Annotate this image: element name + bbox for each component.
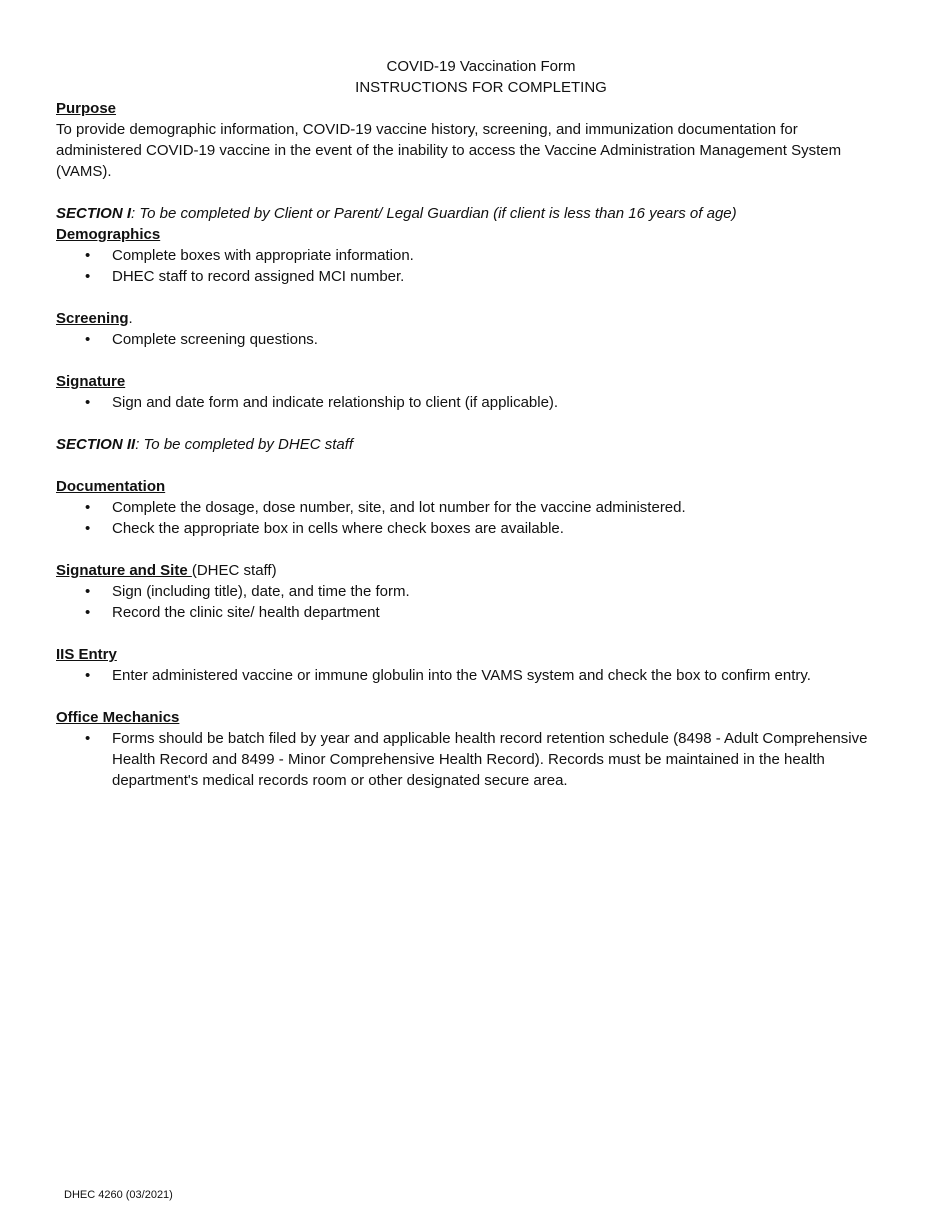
bullet-icon: •	[85, 583, 91, 600]
title-line-2: INSTRUCTIONS FOR COMPLETING	[355, 79, 607, 96]
signature-site-section	[56, 560, 886, 623]
section-2-line	[56, 434, 886, 455]
office-mechanics-list	[56, 728, 886, 791]
signature-heading: Signature	[56, 373, 126, 390]
list-item: • Sign and date form and indicate relationship to client (if applicable).	[85, 394, 559, 411]
purpose-heading: Purpose	[56, 100, 117, 117]
document-title	[76, 56, 886, 98]
instructions-page	[56, 56, 886, 791]
signature-list	[56, 392, 886, 413]
bullet-icon: •	[85, 331, 91, 348]
screening-list	[56, 329, 886, 350]
section-1-line	[56, 203, 886, 224]
signature-section	[56, 371, 886, 413]
list-item: • Enter administered vaccine or immune globulin into the VAMS system and check the box to confirm entry.	[85, 667, 811, 684]
bullet-icon: •	[85, 604, 91, 621]
signature-site-heading: Signature and Site	[56, 562, 192, 579]
purpose-section	[56, 98, 886, 182]
screening-heading: Screening	[56, 310, 129, 327]
section-1-text: : To be completed by Client or Parent/ Legal Guardian (if client is less than 16 years of age)	[131, 205, 737, 222]
form-id-footer: DHEC 4260 (03/2021)	[64, 1189, 173, 1201]
iis-entry-section	[56, 644, 886, 686]
section-2-text: : To be completed by DHEC staff	[135, 436, 354, 453]
demographics-section	[56, 224, 886, 287]
documentation-list	[56, 497, 886, 539]
documentation-section	[56, 476, 886, 539]
office-mechanics-section	[56, 707, 886, 791]
bullet-icon: •	[85, 730, 91, 747]
signature-site-list	[56, 581, 886, 623]
list-item: • Forms should be batch filed by year and applicable health record retention schedule (8498 - Adult Comprehensive Health Record and 8499 - Minor Comprehensive Health Record). Records must be maintained in the health department's medical records room or other designated secure area.	[85, 730, 868, 789]
bullet-icon: •	[85, 520, 91, 537]
list-item: • Complete the dosage, dose number, site, and lot number for the vaccine administered.	[85, 499, 686, 516]
office-mechanics-heading: Office Mechanics	[56, 709, 180, 726]
screening-section	[56, 308, 886, 350]
bullet-icon: •	[85, 394, 91, 411]
list-item: • Complete screening questions.	[85, 331, 318, 348]
list-item: • Check the appropriate box in cells where check boxes are available.	[85, 520, 564, 537]
demographics-heading: Demographics	[56, 226, 161, 243]
screening-heading-suffix: .	[128, 310, 133, 327]
title-line-1: COVID-19 Vaccination Form	[386, 58, 576, 75]
list-item: • Record the clinic site/ health department	[85, 604, 380, 621]
list-item: • DHEC staff to record assigned MCI number.	[85, 268, 405, 285]
list-item: • Sign (including title), date, and time the form.	[85, 583, 410, 600]
purpose-text: To provide demographic information, COVID-19 vaccine history, screening, and immunization documentation for administered COVID-19 vaccine in the event of the inability to access the Vaccine Administration Management System (VAMS).	[56, 121, 842, 180]
list-item: • Complete boxes with appropriate information.	[85, 247, 414, 264]
signature-site-suffix: (DHEC staff)	[191, 562, 277, 579]
section-1-label: SECTION I	[56, 205, 132, 222]
iis-entry-list	[56, 665, 886, 686]
demographics-list	[56, 245, 886, 287]
bullet-icon: •	[85, 667, 91, 684]
iis-entry-heading: IIS Entry	[56, 646, 117, 663]
bullet-icon: •	[85, 268, 91, 285]
bullet-icon: •	[85, 499, 91, 516]
section-2-label: SECTION II	[56, 436, 136, 453]
documentation-heading: Documentation	[56, 478, 166, 495]
bullet-icon: •	[85, 247, 91, 264]
